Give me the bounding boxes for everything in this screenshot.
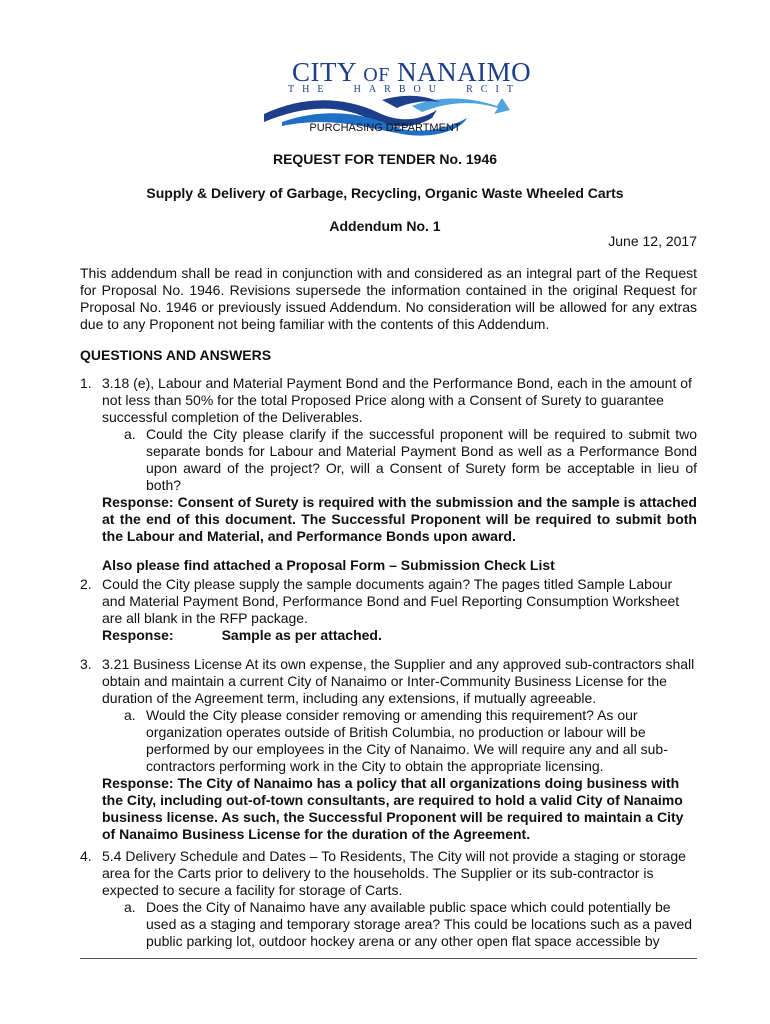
logo-sub-letter: R [466, 84, 473, 95]
question-number: 1. [80, 375, 92, 391]
logo-sub-letter: R [384, 84, 391, 95]
logo-sub-letter: A [368, 84, 377, 95]
sub-question-text: Does the City of Nanaimo have any available public space which could potentially be used as a staging and temporary storage area? This could be locations such as a paved public parking lot, outdoor hockey arena or any other open flat space accessible by [146, 899, 693, 949]
department-label: PURCHASING DEPARTMENT [309, 122, 461, 134]
sub-question [124, 707, 697, 775]
response-text: Response: The City of Nanaimo has a policy that all organizations doing business with the City, including out-of-town consultants, are required to hold a valid City of Nanaimo business license. As such, the Successful Proponent will be required to maintain a City of Nanaimo Business License for the duration of the Agreement. [102, 775, 684, 842]
question-item [80, 375, 697, 574]
section-heading: QUESTIONS AND ANSWERS [80, 347, 272, 363]
sub-question-letter: a. [124, 426, 136, 442]
document-date: June 12, 2017 [608, 233, 697, 249]
logo-title-city: CITY [292, 57, 356, 87]
response-value: Sample as per attached. [221, 627, 382, 643]
sub-question-text: Could the City please clarify if the successful proponent will be required to submit two separate bonds for Labour and Material Payment Bond as well as a Performance Bond upon award of the project? Or, will a Consent of Surety form be acceptable in lieu of both? [146, 426, 697, 493]
question-number: 2. [80, 576, 92, 592]
question-number: 4. [80, 848, 92, 864]
document-subject: Supply & Delivery of Garbage, Recycling, Organic Waste Wheeled Carts [146, 185, 624, 201]
question-text: 5.4 Delivery Schedule and Dates – To Residents, The City will not provide a staging or storage area for the Carts prior to delivery to the households. The Supplier or its sub-contractor is expected to secure a facility for storage of Carts. [102, 848, 686, 898]
document-title: REQUEST FOR TENDER No. 1946 [272, 151, 498, 167]
logo-title-of: OF [363, 64, 390, 86]
logo-sub-letter: U [428, 84, 437, 95]
logo-sub-letter: O [413, 84, 421, 95]
question-item [80, 848, 697, 950]
question-text: Could the City please supply the sample documents again? The pages titled Sample Labour and Material Payment Bond, Performance Bond and Fuel Reporting Consumption Worksheet are all blank in the RFP package. [102, 576, 680, 626]
logo-sub-letter: H [353, 84, 361, 95]
logo-sub-letter: C [480, 84, 488, 95]
sub-question-text: Would the City please consider removing or amending this requirement? As our organization operates outside of British Columbia, no production or labour will be performed by our employees in the City of Nanaimo. We will require any and all sub-contractors performing work in the City to obtain the appropriate licensing. [146, 707, 668, 774]
response-label: Response: [102, 627, 174, 643]
logo-sub-letter: T [506, 84, 513, 95]
sub-question-letter: a. [124, 899, 136, 915]
question-item [80, 576, 697, 644]
question-text: 3.18 (e), Labour and Material Payment Bond and the Performance Bond, each in the amount of not less than 50% for the total Proposed Price along with a Consent of Surety to guarantee successful completion of the Deliverables. [102, 375, 692, 425]
question-number: 3. [80, 656, 92, 672]
logo-sub-letter: E [317, 84, 324, 95]
sub-question [124, 426, 697, 494]
logo-sub-letter: I [495, 84, 499, 95]
response-line [102, 627, 697, 644]
addendum-number: Addendum No. 1 [329, 218, 441, 234]
logo-sub-letter: T [288, 84, 295, 95]
logo-sub-letter: B [398, 84, 406, 95]
footer-divider [80, 958, 697, 959]
question-text: 3.21 Business License At its own expense, the Supplier and any approved sub-contractors shall obtain and maintain a current City of Nanaimo or Inter-Community Business License for the duration of the Agreement term, including any extensions, if mutually agreeable. [102, 656, 695, 706]
sub-question [124, 899, 697, 950]
intro-paragraph: This addendum shall be read in conjunction with and considered as an integral part of the Request for Proposal No. 1946. Revisions supersede the information contained in the original Request for Proposal No. 1946 or previously issued Addendum. No consideration will be allowed for any extras due to any Proponent not being familiar with the contents of this Addendum. [80, 265, 697, 332]
question-item [80, 656, 697, 843]
logo-title-name: NANAIMO [397, 57, 532, 87]
sub-question-letter: a. [124, 707, 136, 723]
response-text: Response: Consent of Surety is required with the submission and the sample is attached at the end of this document. The Successful Proponent will be required to submit both the Labour and Material, and Performance Bonds upon award. [102, 494, 697, 544]
logo-sub-letter: H [302, 84, 310, 95]
attachment-note: Also please find attached a Proposal Form – Submission Check List [102, 557, 555, 573]
